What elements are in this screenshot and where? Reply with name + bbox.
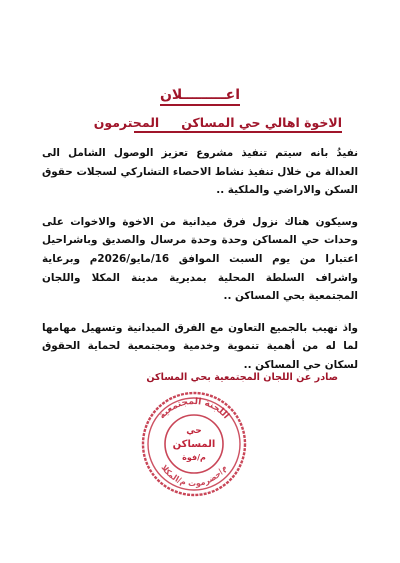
heading-underline [134,131,342,133]
honorific-text: المحترمون [93,115,160,130]
announcement-title [160,87,240,106]
paragraph-1: نفيدُ بانه سيتم تنفيذ مشروع تعزيز الوصول الشامل الى العدالة من خلال تنفيذ نشاط الاحصاء التشاركي لسجلات حقوق السكن والاراضي والملكية .. [42,147,358,197]
stamp-inner-line-2: المساكن [172,439,216,450]
title-block [0,84,400,106]
title-underline [160,104,240,106]
stamp-outer-text: اللجنة المجتمعية [157,396,231,422]
paragraph-3: واذ نهيب بالجميع التعاون مع الفرق الميدانية وتسهيل مهامها لما له من أهمية تنموية وخدمية ومجتمعية لحماية الحقوق لسكان حي المساكن .. [42,321,358,371]
addressee-text: الاخوة اهالي حي المساكن [181,115,342,130]
stamp-inner-line-3: م/فوة [182,453,206,462]
issuer-line: صادر عن اللجان المجتمعية بحي المساكن [146,372,338,383]
announcement-title-text: اعـــــــــلان [159,87,240,103]
svg-text:م/حضرموت م/المكلا [159,463,228,488]
official-stamp-seal [138,388,250,500]
stamp-bottom-text: م/حضرموت م/المكلا [159,463,229,489]
stamp-inner-line-1: حي [186,426,202,436]
announcement-body [42,144,358,375]
addressee-heading [94,115,342,130]
paragraph-2: وسيكون هناك نزول فرق ميدانية من الاخوة والاخوات على وحدات حي المساكن وحدة وحدة مرسال والصديق وباشراحيل اعتبارا من يوم السبت الموافق 16/مايو/2026م وبرعاية واشراف السلطة المحلية بمديرية مدينة المكلا واللجان المجتمعية بحي المساكن .. [42,215,358,303]
